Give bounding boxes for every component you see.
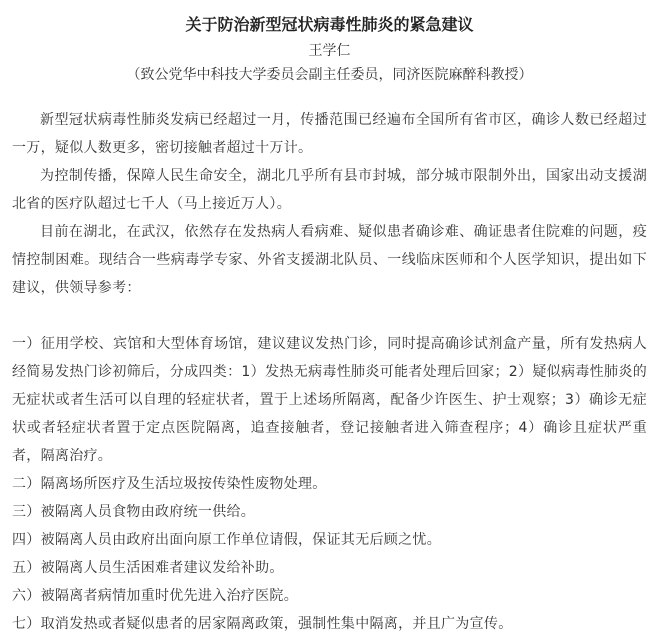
- recommendations-list: [12, 330, 647, 638]
- recommendation-item: 二）隔离场所医疗及生活垃圾按传染性废物处理。: [12, 476, 327, 492]
- author-name: 王学仁: [308, 43, 351, 59]
- document-title: 关于防治新型冠状病毒性肺炎的紧急建议: [185, 15, 474, 34]
- recommendation-item: 五）被隔离人员生活困难者建议发给补助。: [12, 560, 284, 576]
- intro-section: [12, 106, 647, 302]
- author-affiliation: （致公党华中科技大学委员会副主任委员，同济医院麻醉科教授）: [126, 67, 533, 83]
- recommendation-item: 七）取消发热或者疑似患者的居家隔离政策，强制性集中隔离，并且广为宣传。: [12, 616, 513, 632]
- section-spacer: [12, 302, 647, 330]
- recommendation-item: 四）被隔离人员由政府出面向原工作单位请假，保证其无后顾之忧。: [12, 532, 441, 548]
- recommendation-item: 一）征用学校、宾馆和大型体育场馆，建议建议发热门诊，同时提高确诊试剂盒产量，所有发热病人经简易发热门诊初筛后，分成四类：1）发热无病毒性肺炎可能者处理后回家；2）疑似病毒性肺炎的无症状或者生活可以自理的轻症状者，置于上述场所隔离，配备少许医生、护士观察；3）确诊无症状或者轻症状者置于定点医院隔离，追查接触者，登记接触者进入筛查程序；4）确诊且症状严重者，隔离治疗。: [12, 336, 647, 464]
- intro-paragraph: 新型冠状病毒性肺炎发病已经超过一月，传播范围已经遍布全国所有省市区，确诊人数已经超过一万，疑似人数更多，密切接触者超过十万计。: [12, 112, 647, 156]
- intro-paragraph: 为控制传播，保障人民生命安全，湖北几乎所有县市封城，部分城市限制外出，国家出动支援湖北省的医疗队超过七千人（马上接近万人）。: [12, 168, 647, 212]
- recommendation-item: 三）被隔离人员食物由政府统一供给。: [12, 504, 256, 520]
- recommendation-item: 六）被隔离者病情加重时优先进入治疗医院。: [12, 588, 298, 604]
- intro-paragraph: 目前在湖北，在武汉，依然存在发热病人看病难、疑似患者确诊难、确证患者住院难的问题，疫情控制困难。现结合一些病毒学专家、外省支援湖北队员、一线临床医师和个人医学知识，提出如下建议，供领导参考：: [12, 224, 647, 296]
